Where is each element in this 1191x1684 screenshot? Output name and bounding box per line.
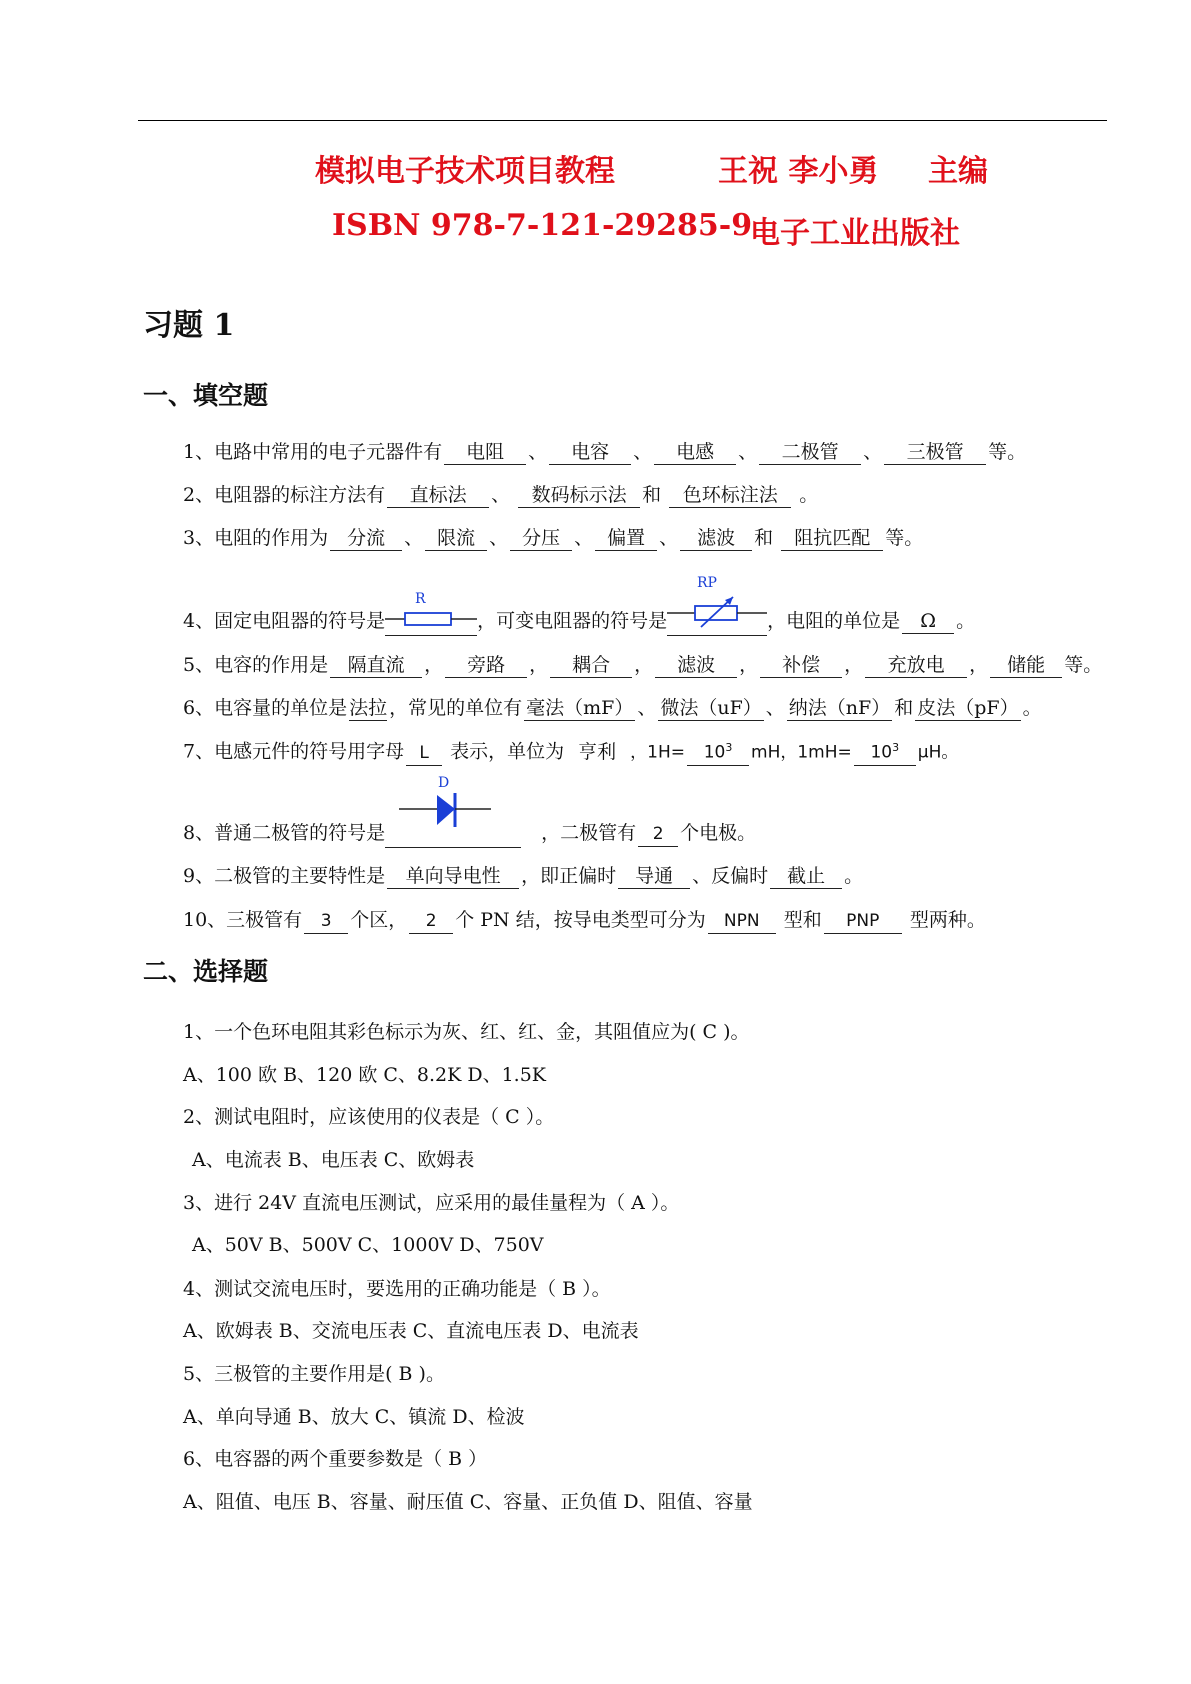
fill-q4 xyxy=(183,574,976,636)
q9-tail: 。 xyxy=(844,865,864,887)
q9-a3: 截止 xyxy=(770,864,842,889)
exercise-title: 习题 1 xyxy=(143,308,235,343)
q10-lead: 10、三极管有 xyxy=(183,909,303,931)
q5-a6: 储能 xyxy=(990,653,1062,678)
isbn: ISBN 978-7-121-29285-9 xyxy=(332,208,753,243)
mc-q1-options: A、100 欧 B、120 欧 C、8.2K D、1.5K xyxy=(183,1064,547,1086)
book-title: 模拟电子技术项目教程 xyxy=(315,154,615,189)
q7-a4-base: 10 xyxy=(870,742,893,763)
sep: ， xyxy=(739,654,759,676)
q5-a2: 耦合 xyxy=(550,653,632,678)
section2-title: 二、选择题 xyxy=(143,957,269,986)
fill-q3 xyxy=(183,523,923,553)
sep: ， xyxy=(424,654,444,676)
q4-mid: ，可变电阻器的符号是 xyxy=(477,610,668,632)
sep: 、 xyxy=(863,441,883,463)
mc-q2-options: A、电流表 B、电压表 C、欧姆表 xyxy=(192,1149,475,1171)
sep: 、 xyxy=(637,697,657,719)
q2-a1: 直标法 xyxy=(387,483,489,508)
q8-mid: ，二极管有 xyxy=(541,822,637,844)
sep: 、 xyxy=(404,527,424,549)
q4-unit: Ω xyxy=(902,609,954,634)
variable-resistor-symbol xyxy=(667,574,767,636)
sep: ， xyxy=(969,654,989,676)
q7-mid2: ，1H= xyxy=(630,742,686,763)
authors: 王祝 李小勇 xyxy=(718,154,879,189)
q10-mid3: 型和 xyxy=(783,909,822,931)
q1-a3: 二极管 xyxy=(759,440,861,465)
sep: ， xyxy=(529,654,549,676)
variable-resistor-icon xyxy=(667,573,767,633)
editor-role: 主编 xyxy=(928,154,988,189)
q6-a3: 微法（uF） xyxy=(660,697,762,719)
diode-icon xyxy=(385,771,521,841)
q6-lead: 6、电容量的单位是 xyxy=(183,697,348,719)
q9-a2: 导通 xyxy=(618,864,690,889)
mc-q5-stem: 5、三极管的主要作用是( B )。 xyxy=(183,1363,445,1385)
q6-a5: 皮法（pF） xyxy=(917,697,1019,719)
q9-lead: 9、二极管的主要特性是 xyxy=(183,865,386,887)
q10-a4: PNP xyxy=(824,909,902,934)
resistor-label: R xyxy=(415,590,426,607)
q3-tail: 等。 xyxy=(885,527,924,549)
and: 和 xyxy=(642,484,662,506)
sep: 、 xyxy=(659,527,679,549)
q10-mid2: 个 PN 结，按导电类型可分为 xyxy=(455,909,706,931)
fill-q10 xyxy=(183,905,986,935)
q2-a3: 色环标注法 xyxy=(669,483,791,508)
q10-mid: 个区， xyxy=(350,909,408,931)
q5-a3: 滤波 xyxy=(655,653,737,678)
q7-a1: L xyxy=(406,741,442,766)
q5-tail: 等。 xyxy=(1064,654,1103,676)
q1-a2: 电感 xyxy=(654,440,736,465)
q9-a1: 单向导电性 xyxy=(387,864,519,889)
q6-tail: 。 xyxy=(1022,697,1042,719)
mc-q4-options: A、欧姆表 B、交流电压表 C、直流电压表 D、电流表 xyxy=(183,1320,639,1342)
q3-a1: 限流 xyxy=(425,526,487,551)
diode-label: D xyxy=(438,774,450,791)
publisher: 电子工业出版社 xyxy=(750,216,960,251)
and: 和 xyxy=(894,697,914,719)
sep: 、 xyxy=(738,441,758,463)
sep: ， xyxy=(634,654,654,676)
mc-q3-stem: 3、进行 24V 直流电压测试，应采用的最佳量程为（ A ）。 xyxy=(183,1192,680,1214)
mc-q2-stem: 2、测试电阻时，应该使用的仪表是（ C ）。 xyxy=(183,1106,555,1128)
fill-q2 xyxy=(183,480,818,510)
fixed-resistor-symbol xyxy=(385,590,477,636)
variable-resistor-label: RP xyxy=(697,574,718,591)
q10-a2: 2 xyxy=(409,909,453,934)
q8-lead: 8、普通二极管的符号是 xyxy=(183,822,386,844)
q2-tail: 。 xyxy=(799,484,819,506)
sep: 、 xyxy=(633,441,653,463)
q1-a0: 电阻 xyxy=(444,440,526,465)
mc-q4-stem: 4、测试交流电压时，要选用的正确功能是（ B ）。 xyxy=(183,1278,611,1300)
q6-a1: 法拉 xyxy=(349,697,388,719)
q7-a3-sup: 3 xyxy=(725,741,733,754)
q4-tail: 。 xyxy=(956,610,976,632)
sep: 、 xyxy=(574,527,594,549)
top-rule xyxy=(138,120,1107,121)
fill-q6 xyxy=(183,693,1042,723)
sep: 、 xyxy=(765,697,785,719)
fill-q9 xyxy=(183,861,863,891)
q3-a4: 滤波 xyxy=(680,526,752,551)
q5-a0: 隔直流 xyxy=(330,653,422,678)
q9-mid: ，即正偏时 xyxy=(521,865,617,887)
q9-mid2: 、反偏时 xyxy=(692,865,769,887)
sep: 、 xyxy=(528,441,548,463)
fill-q7 xyxy=(183,736,958,766)
q5-a5: 充放电 xyxy=(865,653,967,678)
diode-symbol xyxy=(385,774,521,848)
q8-tail: 个电极。 xyxy=(680,822,757,844)
q7-mid: 表示，单位为 xyxy=(450,740,565,763)
fill-q8 xyxy=(183,774,757,848)
q3-a3: 偏置 xyxy=(595,526,657,551)
mc-q6-options: A、阻值、电压 B、容量、耐压值 C、容量、正负值 D、阻值、容量 xyxy=(183,1491,753,1513)
q5-a4: 补偿 xyxy=(760,653,842,678)
q1-a1: 电容 xyxy=(549,440,631,465)
mc-q5-options: A、单向导通 B、放大 C、镇流 D、检波 xyxy=(183,1406,525,1428)
q7-tail: μH。 xyxy=(917,742,959,763)
q3-a5: 阻抗匹配 xyxy=(781,526,883,551)
resistor-icon xyxy=(385,585,477,635)
q10-a3: NPN xyxy=(708,909,776,934)
q5-a1: 旁路 xyxy=(445,653,527,678)
q1-a4: 三极管 xyxy=(884,440,986,465)
q2-lead: 2、电阻器的标注方法有 xyxy=(183,484,386,506)
q8-a1: 2 xyxy=(638,822,678,847)
mc-q6-stem: 6、电容器的两个重要参数是（ B ） xyxy=(183,1448,488,1470)
sep: ， xyxy=(844,654,864,676)
q4-mid2: ，电阻的单位是 xyxy=(767,610,901,632)
q7-lead: 7、电感元件的符号用字母 xyxy=(183,740,405,763)
q4-lead: 4、固定电阻器的符号是 xyxy=(183,610,386,632)
mc-q3-options: A、50V B、500V C、1000V D、750V xyxy=(192,1234,544,1256)
q6-a4: 纳法（nF） xyxy=(788,697,891,719)
section1-title: 一、填空题 xyxy=(143,381,269,410)
q7-a3 xyxy=(687,736,749,766)
mc-q1-stem: 1、一个色环电阻其彩色标示为灰、红、红、金，其阻值应为( C )。 xyxy=(183,1021,750,1043)
fill-q5 xyxy=(183,650,1102,680)
fill-q1 xyxy=(183,437,1026,467)
q7-a4-sup: 3 xyxy=(892,741,900,754)
q10-a1: 3 xyxy=(304,909,348,934)
sep: 、 xyxy=(491,484,511,506)
q7-a2: 亨利 xyxy=(578,740,617,763)
q6-a2: 毫法（mF） xyxy=(526,697,634,719)
q10-tail: 型两种。 xyxy=(909,909,986,931)
q3-a2: 分压 xyxy=(510,526,572,551)
q3-lead: 3、电阻的作用为 xyxy=(183,527,329,549)
sep: 、 xyxy=(489,527,509,549)
q7-a4 xyxy=(854,736,916,766)
q3-a0: 分流 xyxy=(330,526,402,551)
q6-mid: ，常见的单位有 xyxy=(389,697,523,719)
q7-a3-base: 10 xyxy=(703,742,726,763)
q7-mid3: mH，1mH= xyxy=(751,742,852,763)
q5-lead: 5、电容的作用是 xyxy=(183,654,329,676)
q1-lead: 1、电路中常用的电子元器件有 xyxy=(183,441,443,463)
q1-tail: 等。 xyxy=(988,441,1027,463)
q2-a2: 数码标示法 xyxy=(518,483,640,508)
and: 和 xyxy=(754,527,774,549)
